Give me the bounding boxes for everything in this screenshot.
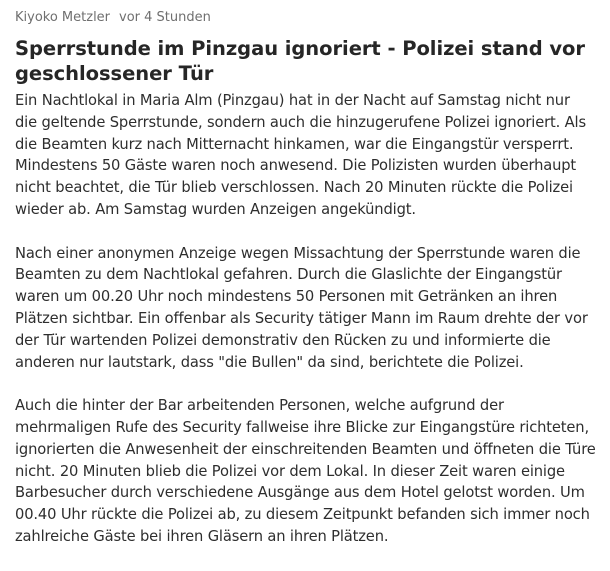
article-paragraph: Auch die hinter der Bar arbeitenden Personen, welche aufgrund der mehrmaligen Rufe des Security fallweise ihre Blicke zur Eingangstüre richteten, ignorierten die Anwesenheit der einschreitenden Beamten und öffneten die Türe nicht. 20 Minuten blieb die Polizei vor dem Lokal. In dieser Zeit waren einige Barbesucher durch verschiedene Ausgänge aus dem Hotel gelotst worden. Um 00.40 Uhr rückte die Polizei ab, zu diesem Zeitpunkt befanden sich immer noch zahlreiche Gäste bei ihren Gläsern an ihren Plätzen.: [15, 397, 596, 545]
publish-time: vor 4 Stunden: [119, 10, 211, 25]
article-paragraph: Ein Nachtlokal in Maria Alm (Pinzgau) hat in der Nacht auf Samstag nicht nur die geltende Sperrstunde, sondern auch die hinzugerufene Polizei ignoriert. Als die Beamten kurz nach Mitternacht hinkamen, war die Eingangstür versperrt. Mindestens 50 Gäste waren noch anwesend. Die Polizisten wurden überhaupt nicht beachtet, die Tür blieb verschlossen. Nach 20 Minuten rückte die Polizei wieder ab. Am Samstag wurden Anzeigen angekündigt.: [15, 92, 586, 218]
article-title: Sperrstunde im Pinzgau ignoriert - Polizei stand vor geschlossener Tür: [15, 37, 585, 85]
article-meta: [15, 8, 596, 28]
article-body: [15, 90, 596, 548]
article-paragraph: Nach einer anonymen Anzeige wegen Missachtung der Sperrstunde waren die Beamten zu dem Nachtlokal gefahren. Durch die Glaslichte der Eingangstür waren um 00.20 Uhr noch mindestens 50 Personen mit Getränken an ihren Plätzen sichtbar. Ein offenbar als Security tätiger Mann im Raum drehte der vor der Tür wartenden Polizei demonstrativ den Rücken zu und informierte die anderen nur lautstark, dass "die Bullen" da sind, berichtete die Polizei.: [15, 244, 588, 371]
author-name[interactable]: Kiyoko Metzler: [15, 10, 111, 25]
